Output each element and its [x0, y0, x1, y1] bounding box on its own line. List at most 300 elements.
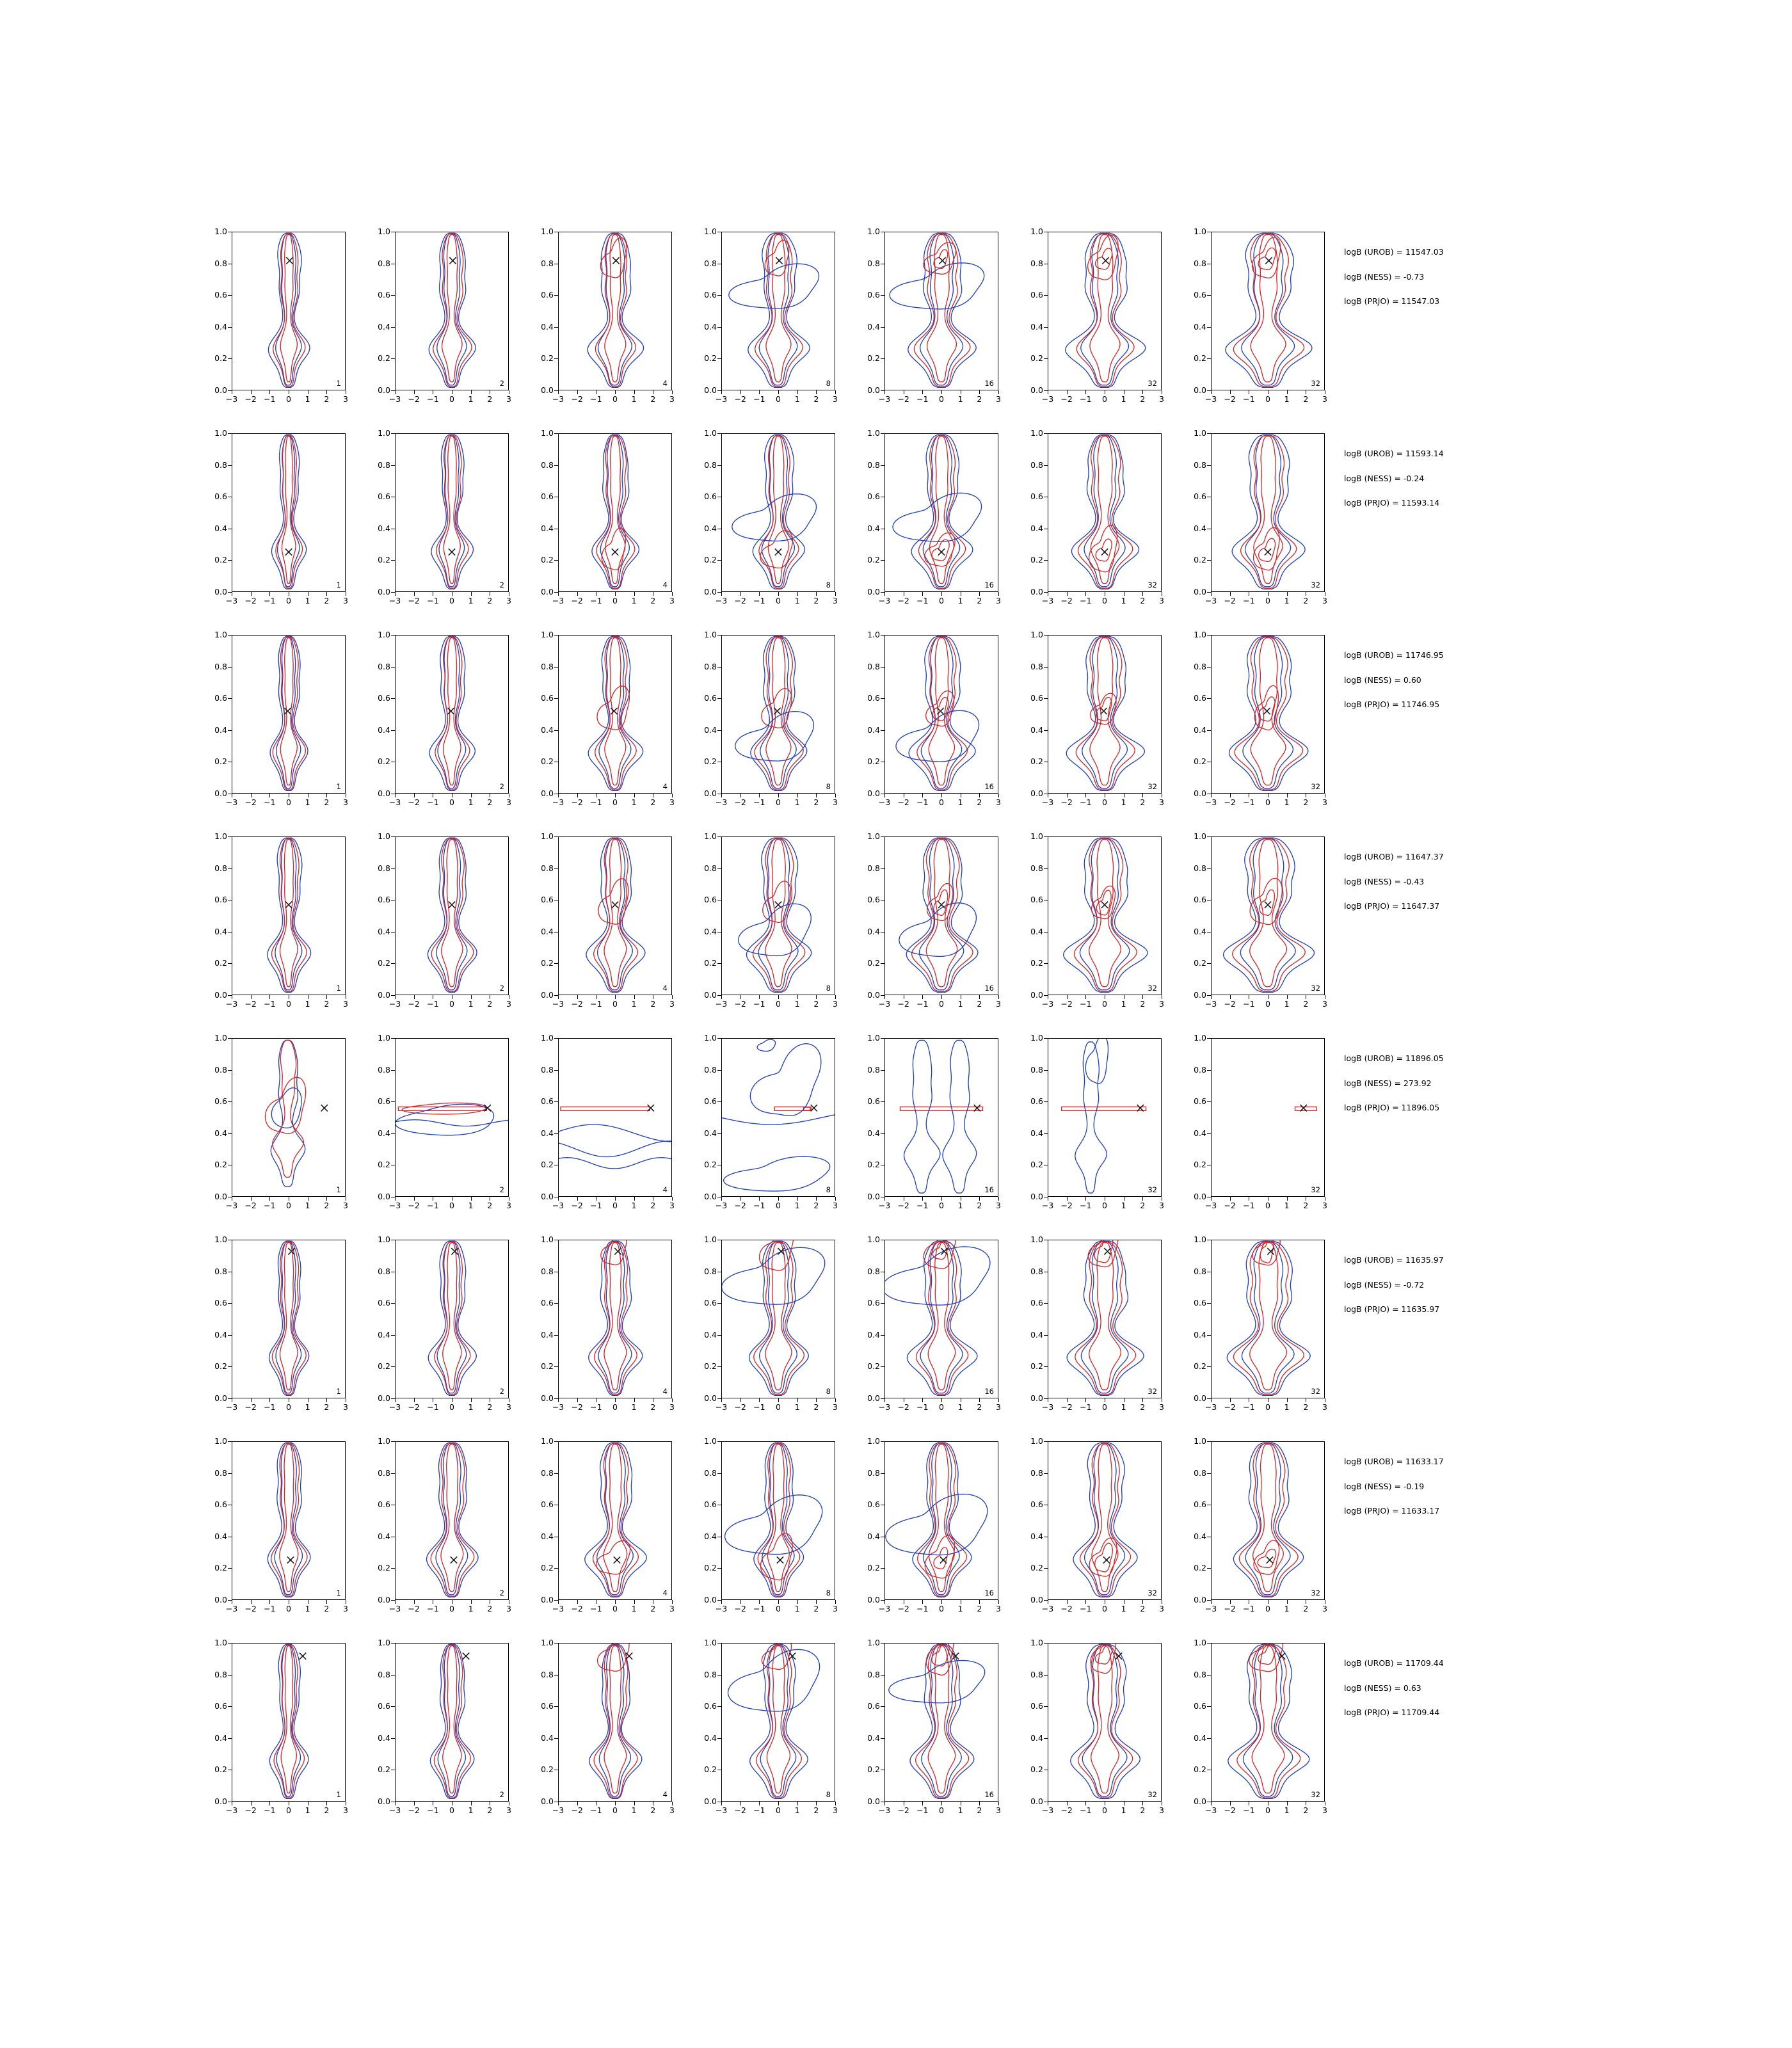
y-tick-label: 0.2	[541, 1563, 554, 1573]
contour-panel[interactable]	[845, 1030, 1008, 1232]
contour-panel[interactable]	[682, 829, 845, 1030]
contour-panel[interactable]	[192, 829, 355, 1030]
contour-panel[interactable]	[1008, 627, 1171, 829]
y-tick-label: 0.2	[541, 555, 554, 565]
x-tick-label: 1	[957, 1201, 963, 1210]
x-tick-label: −1	[1080, 999, 1092, 1009]
x-tick-label: −3	[1204, 1402, 1217, 1412]
y-tick-label: 0.2	[704, 958, 717, 968]
y-tick-label: 0.0	[1194, 586, 1206, 596]
contour-panel[interactable]	[1008, 1232, 1171, 1434]
x-tick-label: 3	[996, 797, 1001, 807]
y-tick-label: 0.4	[541, 1329, 554, 1340]
contour-panel[interactable]	[845, 426, 1008, 627]
row-stats	[1344, 1256, 1555, 1331]
x-tick-label: −2	[571, 1402, 583, 1412]
x-tick-mark	[979, 794, 980, 797]
x-tick-label: −2	[408, 394, 420, 404]
contour-panel[interactable]	[845, 829, 1008, 1030]
x-tick-label: 0	[449, 394, 454, 404]
y-tick-mark	[1044, 1568, 1048, 1569]
contour-panel[interactable]	[1171, 627, 1334, 829]
x-tick-label: 2	[487, 1604, 493, 1613]
x-tick-label: −3	[715, 596, 728, 605]
x-tick-mark	[816, 1197, 817, 1201]
contour-panel[interactable]	[845, 224, 1008, 426]
x-tick-mark	[979, 1802, 980, 1805]
contour-panel[interactable]	[1008, 1030, 1171, 1232]
x-tick-label: −3	[878, 394, 891, 404]
x-tick-label: −3	[1204, 1201, 1217, 1210]
y-tick-mark	[1044, 295, 1048, 296]
x-tick-mark	[998, 592, 999, 596]
y-tick-mark	[228, 1070, 232, 1071]
x-tick-label: −3	[1041, 1201, 1054, 1210]
x-tick-label: 3	[833, 394, 838, 404]
y-tick-label: 0.2	[214, 1764, 227, 1775]
y-tick-label: 0.2	[1194, 1563, 1206, 1573]
x-tick-label: 2	[324, 797, 330, 807]
y-tick-mark	[391, 465, 395, 466]
y-tick-label: 0.8	[214, 863, 227, 873]
panel-corner-label: 8	[826, 983, 831, 993]
contour-panel[interactable]	[192, 1635, 355, 1837]
x-tick-mark	[835, 1600, 836, 1604]
x-tick-label: −2	[897, 1201, 909, 1210]
x-tick-mark	[615, 1600, 616, 1604]
x-tick-label: 1	[957, 1805, 963, 1815]
panel-ticks	[378, 1032, 511, 1210]
contour-panel[interactable]	[192, 1434, 355, 1635]
x-tick-mark	[797, 794, 798, 797]
y-tick-label: 1.0	[1194, 1234, 1206, 1244]
contour-panel[interactable]	[1171, 224, 1334, 426]
contour-panel[interactable]	[682, 1030, 845, 1232]
x-tick-mark	[797, 592, 798, 596]
x-tick-label: 3	[506, 1402, 511, 1412]
y-tick-label: 0.0	[867, 586, 880, 596]
contour-panel[interactable]	[1171, 829, 1334, 1030]
x-tick-mark	[835, 1802, 836, 1805]
contour-panel[interactable]	[845, 1434, 1008, 1635]
y-tick-label: 0.0	[1194, 989, 1206, 1000]
x-tick-label: 1	[794, 1402, 800, 1412]
x-tick-label: 0	[449, 999, 454, 1009]
x-tick-label: 3	[506, 1201, 511, 1210]
x-tick-mark	[414, 1802, 415, 1805]
x-tick-label: 3	[343, 1805, 348, 1815]
y-tick-label: 1.0	[378, 629, 390, 639]
x-tick-label: −1	[1243, 1805, 1255, 1815]
x-tick-label: −1	[1080, 1805, 1092, 1815]
y-tick-label: 0.8	[214, 258, 227, 268]
x-tick-mark	[414, 390, 415, 394]
y-tick-label: 0.0	[1194, 1796, 1206, 1806]
contour-panel[interactable]	[518, 1232, 682, 1434]
x-tick-mark	[1085, 592, 1086, 596]
contour-panel[interactable]	[355, 1635, 518, 1837]
x-tick-mark	[414, 592, 415, 596]
x-tick-label: −1	[916, 797, 929, 807]
panel-corner-label: 32	[1148, 1386, 1157, 1396]
y-tick-mark	[228, 295, 232, 296]
y-tick-mark	[554, 465, 558, 466]
x-tick-label: 0	[1102, 1201, 1107, 1210]
contour-panel[interactable]	[682, 1434, 845, 1635]
contour-panel[interactable]	[1008, 426, 1171, 627]
y-tick-label: 0.4	[214, 1329, 227, 1340]
y-tick-label: 0.6	[1194, 692, 1206, 703]
panel-corner-label: 32	[1311, 1185, 1320, 1194]
x-tick-label: 2	[813, 1201, 819, 1210]
x-tick-mark	[1142, 1398, 1143, 1402]
y-tick-mark	[228, 1738, 232, 1739]
x-tick-label: −2	[408, 1201, 420, 1210]
x-tick-mark	[471, 1802, 472, 1805]
x-tick-label: −1	[427, 1604, 439, 1613]
contour-panel[interactable]	[1008, 1434, 1171, 1635]
x-tick-mark	[797, 1197, 798, 1201]
contour-panel[interactable]	[192, 224, 355, 426]
contour-panel[interactable]	[1008, 224, 1171, 426]
contour-panel[interactable]	[518, 426, 682, 627]
x-tick-label: 0	[612, 394, 618, 404]
y-tick-mark	[391, 868, 395, 869]
x-tick-label: 1	[305, 999, 310, 1009]
panel-corner-label: 16	[984, 580, 994, 589]
x-tick-label: 1	[794, 797, 800, 807]
x-tick-label: −3	[225, 999, 238, 1009]
panel-ticks	[378, 428, 511, 605]
y-tick-mark	[1044, 433, 1048, 434]
y-tick-label: 0.4	[1030, 523, 1043, 533]
y-tick-mark	[554, 836, 558, 837]
contour-panel[interactable]	[682, 627, 845, 829]
x-tick-mark	[1211, 1398, 1212, 1402]
x-tick-mark	[721, 1600, 722, 1604]
x-tick-mark	[941, 995, 942, 999]
x-tick-label: −1	[264, 394, 276, 404]
y-tick-label: 0.8	[704, 1669, 717, 1679]
x-tick-mark	[269, 1398, 270, 1402]
contour-panel[interactable]	[845, 1232, 1008, 1434]
stat-logb-urob: logB (UROB) = 11896.05	[1344, 1053, 1444, 1063]
y-tick-mark	[1207, 1101, 1211, 1102]
y-tick-label: 0.6	[541, 894, 554, 904]
contour-panel[interactable]	[518, 1030, 682, 1232]
x-tick-label: −1	[753, 1604, 765, 1613]
contour-panel[interactable]	[355, 829, 518, 1030]
x-tick-label: 0	[612, 1201, 618, 1210]
contour-panel[interactable]	[192, 627, 355, 829]
contour-panel[interactable]	[1171, 1232, 1334, 1434]
y-tick-label: 0.2	[1194, 756, 1206, 767]
x-tick-mark	[922, 995, 923, 999]
x-tick-label: 0	[612, 999, 618, 1009]
y-tick-label: 0.0	[704, 586, 717, 596]
x-tick-label: −1	[264, 1402, 276, 1412]
y-tick-label: 1.0	[704, 831, 717, 841]
y-tick-label: 0.4	[704, 523, 717, 533]
y-tick-label: 0.4	[704, 1128, 717, 1138]
y-tick-label: 0.4	[867, 1531, 880, 1541]
y-tick-label: 1.0	[1030, 1032, 1043, 1043]
y-tick-label: 1.0	[541, 1234, 554, 1244]
x-tick-mark	[1211, 390, 1212, 394]
stat-logb-ness: logB (NESS) = -0.43	[1344, 876, 1425, 886]
panel-ticks	[867, 226, 1001, 404]
contour-panel[interactable]	[518, 627, 682, 829]
y-tick-label: 0.6	[378, 692, 390, 703]
x-tick-label: 0	[286, 1805, 291, 1815]
y-tick-mark	[881, 295, 884, 296]
x-tick-label: 3	[343, 1604, 348, 1613]
contour-panel[interactable]	[845, 627, 1008, 829]
x-tick-mark	[251, 794, 252, 797]
y-tick-mark	[717, 465, 721, 466]
x-tick-label: 1	[1284, 1604, 1290, 1613]
x-tick-label: −2	[1060, 394, 1073, 404]
y-tick-mark	[391, 1366, 395, 1367]
panel-ticks	[541, 629, 675, 807]
contour-panel[interactable]	[1008, 1635, 1171, 1837]
x-tick-label: −3	[715, 1402, 728, 1412]
x-tick-label: −2	[244, 1604, 257, 1613]
contour-panel[interactable]	[1171, 1635, 1334, 1837]
x-tick-label: −1	[753, 797, 765, 807]
y-tick-mark	[1044, 1675, 1048, 1676]
contour-panel[interactable]	[355, 1030, 518, 1232]
y-tick-label: 1.0	[541, 1032, 554, 1043]
y-tick-label: 1.0	[541, 629, 554, 639]
y-tick-label: 0.0	[867, 1393, 880, 1403]
x-tick-label: 1	[957, 1402, 963, 1412]
y-tick-mark	[881, 465, 884, 466]
x-tick-label: −1	[427, 1805, 439, 1815]
x-tick-label: 3	[669, 999, 675, 1009]
x-tick-label: −3	[715, 999, 728, 1009]
x-tick-label: −1	[590, 1805, 602, 1815]
y-tick-label: 0.2	[1030, 1764, 1043, 1775]
x-tick-label: −2	[244, 1402, 257, 1412]
x-tick-mark	[998, 1600, 999, 1604]
x-tick-label: −3	[878, 1402, 891, 1412]
x-tick-label: 2	[487, 1201, 493, 1210]
contour-panel[interactable]	[1008, 829, 1171, 1030]
contour-panel[interactable]	[682, 426, 845, 627]
y-tick-label: 0.6	[378, 491, 390, 501]
x-tick-label: 3	[343, 394, 348, 404]
y-tick-label: 0.0	[704, 1796, 717, 1806]
contour-panel[interactable]	[355, 1232, 518, 1434]
y-tick-mark	[228, 358, 232, 359]
y-tick-label: 0.4	[378, 1329, 390, 1340]
x-tick-mark	[1142, 1600, 1143, 1604]
y-tick-label: 0.0	[378, 788, 390, 798]
contour-panel[interactable]	[518, 1434, 682, 1635]
x-tick-label: 3	[669, 596, 675, 605]
x-tick-label: −3	[1041, 1604, 1054, 1613]
y-tick-mark	[391, 698, 395, 699]
y-tick-label: 0.0	[378, 989, 390, 1000]
contour-panel[interactable]	[518, 1635, 682, 1837]
x-tick-label: 1	[1284, 1201, 1290, 1210]
x-tick-label: 3	[996, 394, 1001, 404]
contour-panel[interactable]	[355, 627, 518, 829]
panel-ticks	[214, 1032, 348, 1210]
x-tick-label: −1	[1080, 797, 1092, 807]
x-tick-mark	[979, 1600, 980, 1604]
y-tick-label: 1.0	[867, 428, 880, 438]
y-tick-mark	[881, 1706, 884, 1707]
x-tick-mark	[395, 592, 396, 596]
panel-ticks	[1194, 226, 1327, 404]
contour-panel[interactable]	[192, 426, 355, 627]
panel-corner-label: 32	[1148, 378, 1157, 388]
x-tick-mark	[884, 1398, 885, 1402]
x-tick-label: 2	[813, 1604, 819, 1613]
contour-panel[interactable]	[518, 829, 682, 1030]
stat-logb-prjo: logB (PRJO) = 11647.37	[1344, 901, 1440, 911]
x-tick-label: −1	[590, 1402, 602, 1412]
x-tick-label: 3	[343, 999, 348, 1009]
y-tick-mark	[717, 1366, 721, 1367]
x-tick-label: −3	[715, 394, 728, 404]
contour-panel[interactable]	[682, 224, 845, 426]
x-tick-mark	[721, 995, 722, 999]
y-tick-mark	[717, 560, 721, 561]
y-tick-label: 1.0	[214, 629, 227, 639]
y-tick-label: 0.2	[378, 1160, 390, 1170]
x-tick-label: −2	[1060, 1402, 1073, 1412]
y-tick-label: 0.0	[1194, 1393, 1206, 1403]
x-tick-label: 2	[487, 797, 493, 807]
y-tick-label: 1.0	[214, 1032, 227, 1043]
y-tick-label: 0.6	[214, 1499, 227, 1509]
y-tick-mark	[391, 730, 395, 731]
x-tick-mark	[615, 592, 616, 596]
x-tick-label: 3	[833, 797, 838, 807]
x-tick-label: 0	[286, 1604, 291, 1613]
x-tick-label: −1	[1080, 1402, 1092, 1412]
y-tick-mark	[1207, 1675, 1211, 1676]
x-tick-label: 2	[324, 1805, 330, 1815]
x-tick-label: 3	[1322, 797, 1327, 807]
x-tick-mark	[979, 592, 980, 596]
x-tick-mark	[672, 1197, 673, 1201]
contour-panel[interactable]	[1171, 1434, 1334, 1635]
panel-row	[192, 224, 1645, 426]
y-tick-label: 0.0	[1030, 1796, 1043, 1806]
x-tick-label: 0	[449, 1604, 454, 1613]
contour-panel[interactable]	[682, 1635, 845, 1837]
contour-panel[interactable]	[355, 224, 518, 426]
y-tick-mark	[554, 730, 558, 731]
x-tick-mark	[1230, 1600, 1231, 1604]
contour-panel[interactable]	[192, 1232, 355, 1434]
x-tick-label: 0	[776, 1604, 781, 1613]
x-tick-label: −3	[1041, 1402, 1054, 1412]
y-tick-mark	[881, 635, 884, 636]
x-tick-label: −2	[734, 797, 746, 807]
x-tick-label: −1	[590, 596, 602, 605]
y-tick-label: 0.2	[867, 756, 880, 767]
y-tick-label: 0.2	[704, 1361, 717, 1372]
y-tick-mark	[391, 836, 395, 837]
x-tick-mark	[778, 390, 779, 394]
x-tick-label: −3	[552, 394, 564, 404]
y-tick-mark	[228, 433, 232, 434]
x-tick-label: 1	[957, 1604, 963, 1613]
x-tick-label: 0	[612, 1604, 618, 1613]
contour-panel[interactable]	[518, 224, 682, 426]
panel-ticks	[541, 1032, 675, 1210]
x-tick-label: −2	[244, 596, 257, 605]
y-tick-mark	[391, 1335, 395, 1336]
y-tick-mark	[881, 1070, 884, 1071]
x-tick-label: −3	[1041, 596, 1054, 605]
y-tick-label: 0.6	[541, 289, 554, 300]
contour-panel[interactable]	[192, 1030, 355, 1232]
x-tick-mark	[471, 1398, 472, 1402]
y-tick-mark	[1207, 1038, 1211, 1039]
x-tick-mark	[1211, 995, 1212, 999]
x-tick-label: 0	[939, 797, 944, 807]
stat-logb-ness: logB (NESS) = -0.73	[1344, 271, 1425, 282]
x-tick-label: −2	[734, 1805, 746, 1815]
contour-panel[interactable]	[1171, 1030, 1334, 1232]
y-tick-label: 0.6	[378, 1297, 390, 1308]
x-tick-label: 2	[813, 1402, 819, 1412]
y-tick-label: 0.6	[704, 692, 717, 703]
x-tick-label: 1	[631, 1201, 637, 1210]
contour-panel[interactable]	[1171, 426, 1334, 627]
y-tick-label: 0.0	[214, 385, 227, 395]
y-tick-label: 0.6	[541, 1499, 554, 1509]
contour-panel[interactable]	[682, 1232, 845, 1434]
y-tick-label: 1.0	[378, 1032, 390, 1043]
x-tick-mark	[1067, 995, 1068, 999]
x-tick-mark	[941, 1802, 942, 1805]
contour-panel[interactable]	[355, 426, 518, 627]
y-tick-label: 0.0	[378, 1191, 390, 1201]
y-tick-label: 0.8	[1194, 661, 1206, 671]
contour-panel[interactable]	[355, 1434, 518, 1635]
x-tick-mark	[1287, 390, 1288, 394]
panel-ticks	[867, 428, 1001, 605]
y-tick-mark	[717, 698, 721, 699]
y-tick-mark	[391, 1643, 395, 1644]
panel-ticks	[704, 831, 838, 1009]
x-tick-label: 3	[1322, 394, 1327, 404]
x-tick-label: 3	[833, 1402, 838, 1412]
x-tick-label: 1	[468, 1402, 474, 1412]
stat-logb-prjo: logB (PRJO) = 11746.95	[1344, 700, 1440, 709]
x-tick-label: −3	[552, 999, 564, 1009]
x-tick-mark	[558, 592, 559, 596]
x-tick-mark	[740, 1802, 741, 1805]
y-tick-label: 0.4	[1030, 1128, 1043, 1138]
x-tick-label: 0	[449, 596, 454, 605]
x-tick-label: −3	[1041, 797, 1054, 807]
x-tick-label: −1	[427, 596, 439, 605]
y-tick-mark	[881, 1738, 884, 1739]
y-tick-label: 1.0	[541, 1436, 554, 1446]
y-tick-label: 0.2	[1030, 353, 1043, 364]
contour-panel[interactable]	[845, 1635, 1008, 1837]
y-tick-label: 0.8	[541, 258, 554, 268]
y-tick-mark	[717, 1303, 721, 1304]
